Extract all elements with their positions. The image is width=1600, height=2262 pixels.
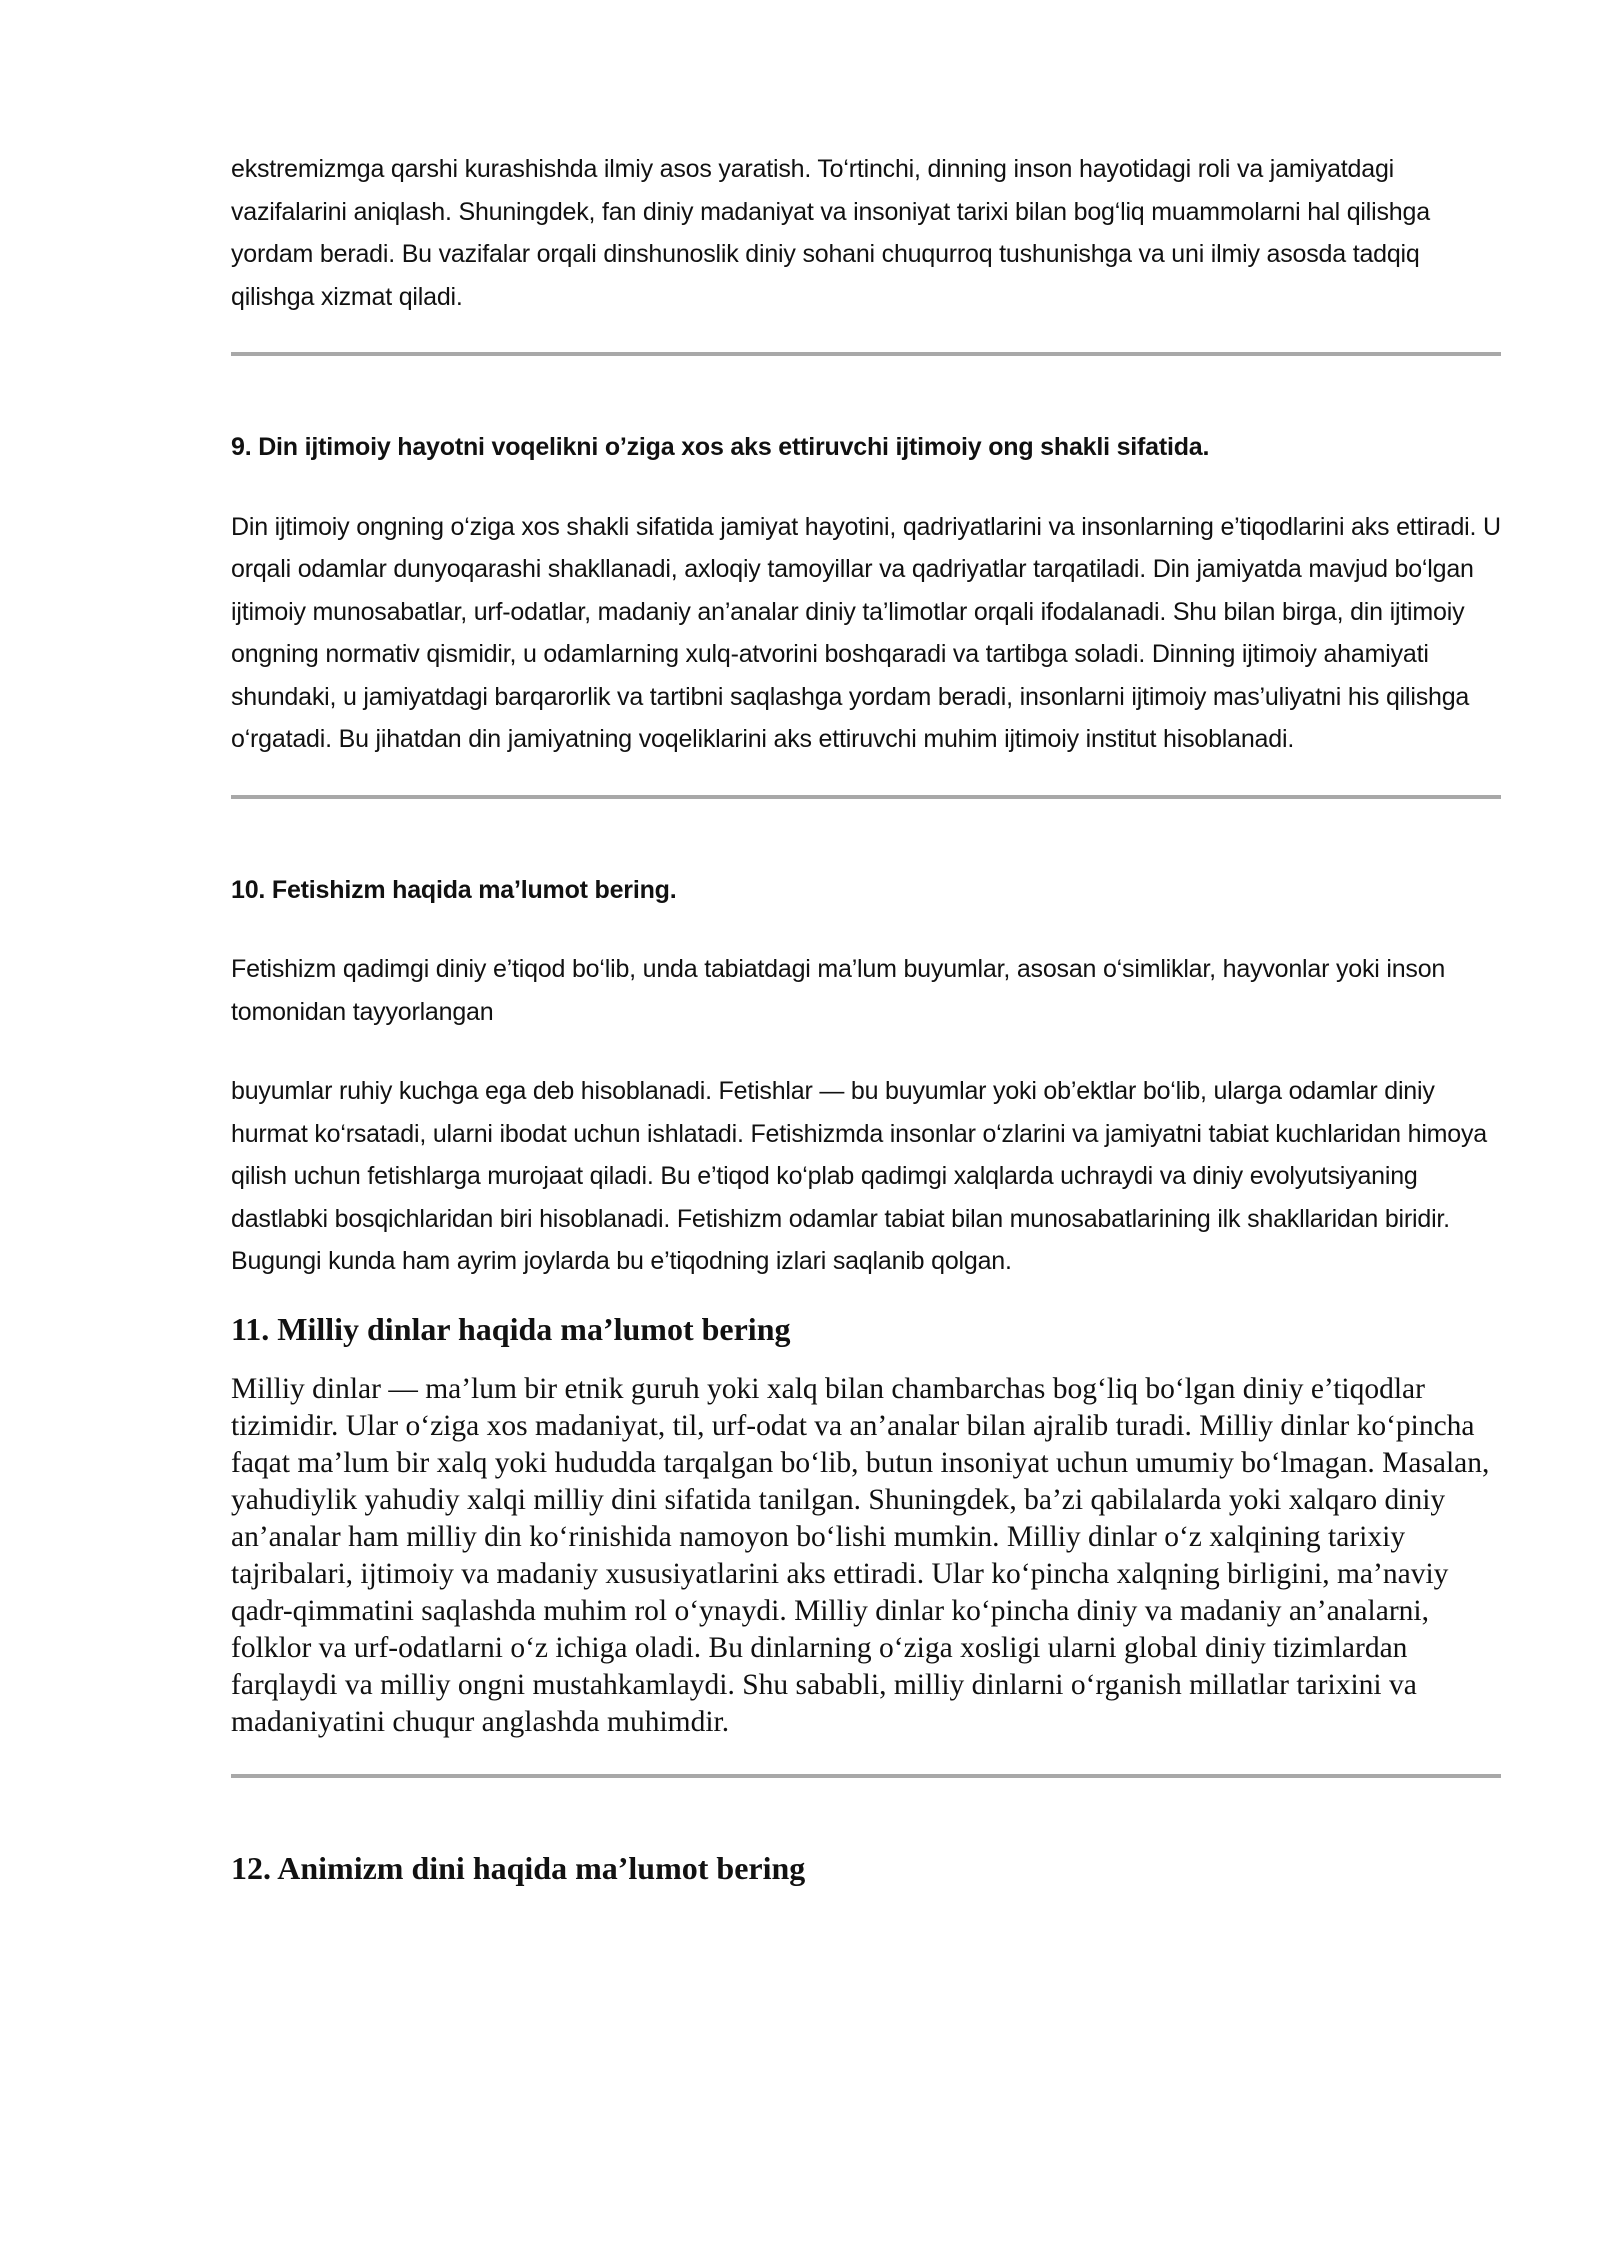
section-divider [231, 795, 1501, 799]
document-page [231, 148, 1501, 1888]
question-10-paragraph-1: Fetishizm qadimgi diniy e’tiqod bo‘lib, unda tabiatdagi ma’lum buyumlar, asosan o‘simliklar, hayvonlar yoki inson tomonidan tayyorlangan [231, 955, 1446, 1026]
question-11-paragraph: Milliy dinlar — ma’lum bir etnik guruh yoki xalq bilan chambarchas bog‘liq bo‘lgan diniy e’tiqodlar tizimidir. Ular o‘ziga xos madaniyat, til, urf-odat va an’analar bilan ajralib turadi. Milliy dinlar ko‘pincha faqat ma’lum bir xalq yoki hududda tarqalgan bo‘lib, butun insoniyat uchun umumiy bo‘lmagan. Masalan, yahudiylik yahudiy xalqi milliy dini sifatida tanilgan. Shuningdek, ba’zi qabilalarda yoki xalqaro diniy an’analar ham milliy din ko‘rinishida namoyon bo‘lishi mumkin. Milliy dinlar o‘z xalqining tarixiy tajribalari, ijtimoiy va madaniy xususiyatlarini aks ettiradi. Ular ko‘pincha xalqning birligini, ma’naviy qadr-qimmatini saqlashda muhim rol o‘ynaydi. Milliy dinlar ko‘pincha diniy va madaniy an’analarni, folklor va urf-odatlarni o‘z ichiga oladi. Bu dinlarning o‘ziga xosligi ularni global diniy tizimlardan farqlaydi va milliy ongni mustahkamlaydi. Shu sababli, milliy dinlarni o‘rganish millatlar tarixini va madaniyatini chuqur anglashda muhimdir. [231, 1372, 1490, 1738]
section-divider [231, 1774, 1501, 1778]
question-10-heading: 10. Fetishizm haqida ma’lumot bering. [231, 875, 677, 904]
question-9-heading: 9. Din ijtimoiy hayotni voqelikni o’ziga xos aks ettiruvchi ijtimoiy ong shakli sifatida. [231, 433, 1210, 461]
question-12-heading: 12. Animizm dini haqida ma’lumot bering [231, 1849, 806, 1886]
question-11-heading: 11. Milliy dinlar haqida ma’lumot bering [231, 1310, 791, 1347]
question-9-paragraph: Din ijtimoiy ongning o‘ziga xos shakli sifatida jamiyat hayotini, qadriyatlarini va insonlarning e’tiqodlarini aks ettiradi. U orqali odamlar dunyoqarashi shakllanadi, axloqiy tamoyillar va qadriyatlar tarqatiladi. Din jamiyatda mavjud bo‘lgan ijtimoiy munosabatlar, urf-odatlar, madaniy an’analar diniy ta’limotlar orqali ifodalanadi. Shu bilan birga, din ijtimoiy ongning normativ qismidir, u odamlarning xulq-atvorini boshqaradi va tartibga soladi. Dinning ijtimoiy ahamiyati shundaki, u jamiyatdagi barqarorlik va tartibni saqlashga yordam beradi, insonlarni ijtimoiy mas’uliyatni his qilishga o‘rgatadi. Bu jihatdan din jamiyatning voqeliklarini aks ettiruvchi muhim ijtimoiy institut hisoblanadi. [231, 512, 1501, 753]
intro-paragraph: ekstremizmga qarshi kurashishda ilmiy asos yaratish. To‘rtinchi, dinning inson hayotidagi roli va jamiyatdagi vazifalarini aniqlash. Shuningdek, fan diniy madaniyat va insoniyat tarixi bilan bog‘liq muammolarni hal qilishga yordam beradi. Bu vazifalar orqali dinshunoslik diniy sohani chuqurroq tushunishga va uni ilmiy asosda tadqiq qilishga xizmat qiladi. [231, 155, 1430, 311]
question-10-paragraph-2: buyumlar ruhiy kuchga ega deb hisoblanadi. Fetishlar — bu buyumlar yoki ob’ektlar bo‘lib, ularga odamlar diniy hurmat ko‘rsatadi, ularni ibodat uchun ishlatadi. Fetishizmda insonlar o‘zlarini va jamiyatni tabiat kuchlaridan himoya qilish uchun fetishlarga murojaat qiladi. Bu e’tiqod ko‘plab qadimgi xalqlarda uchraydi va diniy evolyutsiyaning dastlabki bosqichlaridan biri hisoblanadi. Fetishizm odamlar tabiat bilan munosabatlarining ilk shakllaridan biridir. Bugungi kunda ham ayrim joylarda bu e’tiqodning izlari saqlanib qolgan. [231, 1077, 1488, 1275]
section-divider [231, 352, 1501, 356]
